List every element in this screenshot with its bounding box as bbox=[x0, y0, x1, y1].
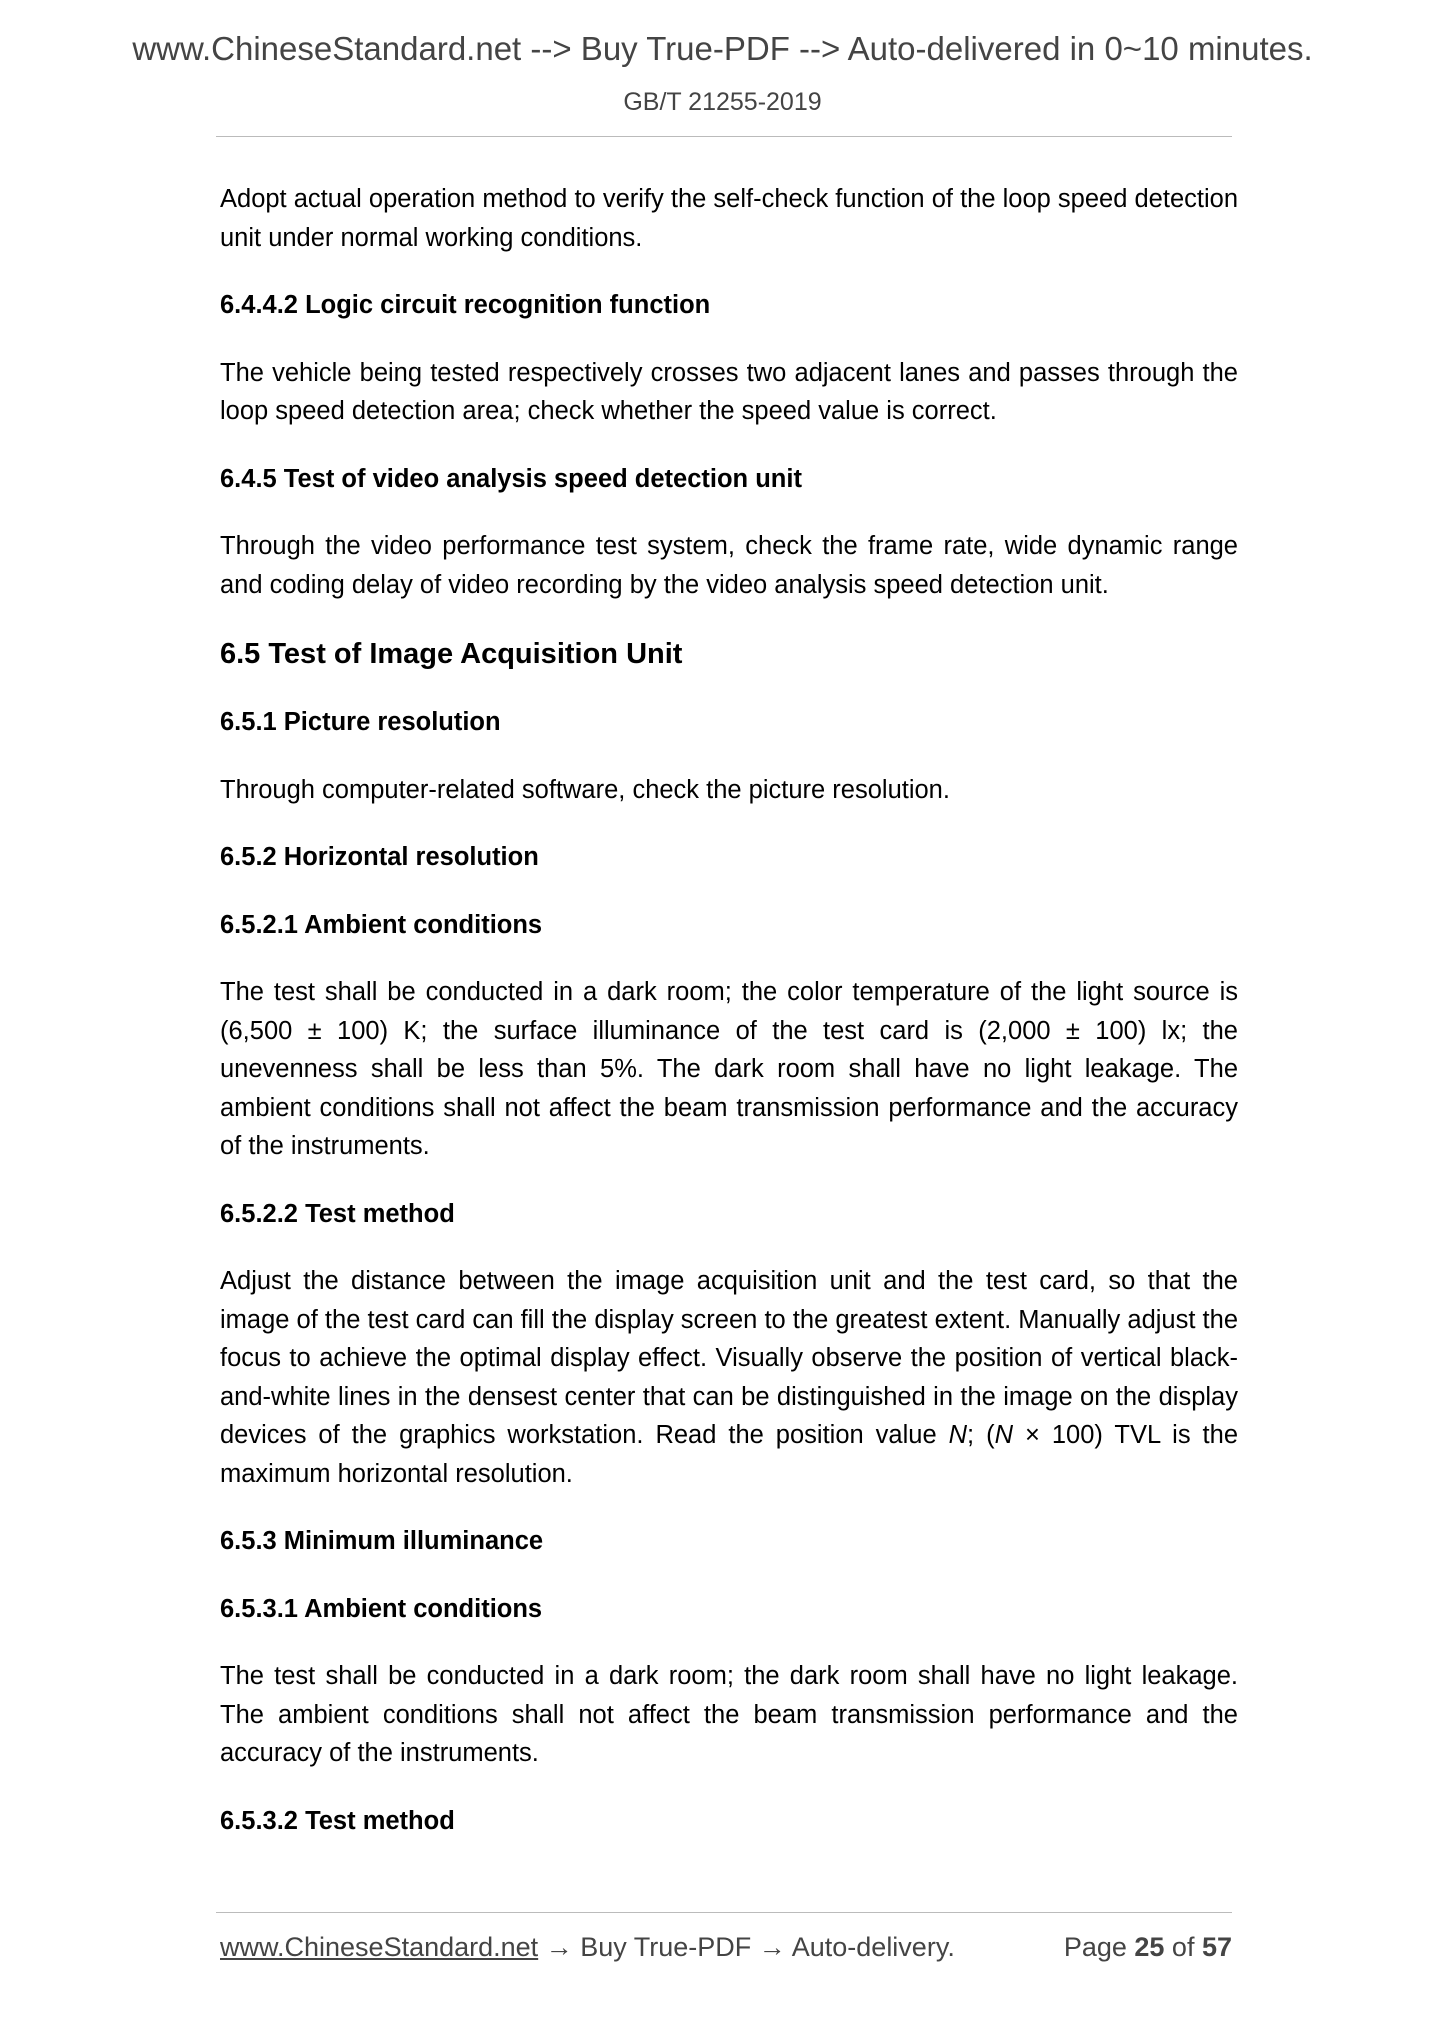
paragraph-self-check: Adopt actual operation method to verify the self-check function of the loop speed detection unit under normal working conditions. bbox=[220, 185, 1238, 252]
paragraph-logic-circuit: The vehicle being tested respectively crosses two adjacent lanes and passes through the loop speed detection area; check whether the speed value is correct. bbox=[220, 358, 1238, 425]
page-total: 57 bbox=[1201, 1932, 1232, 1962]
heading-6-5-2-1: 6.5.2.1 Ambient conditions bbox=[220, 910, 543, 939]
page-number: 25 bbox=[1134, 1932, 1165, 1962]
header-banner: www.ChineseStandard.net --> Buy True-PDF --> Auto-delivered in 0~10 minutes. bbox=[132, 30, 1313, 67]
heading-6-5-1: 6.5.1 Picture resolution bbox=[220, 708, 501, 736]
paragraph-text: ; ( bbox=[967, 1421, 995, 1449]
paragraph-test-method-horizontal bbox=[220, 1262, 1238, 1493]
heading-6-5: 6.5 Test of Image Acquisition Unit bbox=[220, 638, 683, 670]
footer-left bbox=[220, 1932, 955, 1962]
paragraph-text: Adjust the distance between the image acquisition unit and the test card, so that the image of the test card can fill the display screen to the greatest extent. Manually adjust the focus to achieve the optimal display effect. Visually observe the position of vertical black-and-white lines in the densest center that can be distinguished in the image on the display devices of the graphics workstation. Read the position value bbox=[220, 1267, 1238, 1449]
header-divider bbox=[216, 136, 1232, 137]
page-label: Page bbox=[1063, 1932, 1135, 1962]
heading-6-4-5: 6.4.5 Test of video analysis speed detection unit bbox=[220, 464, 802, 493]
standard-number: GB/T 21255-2019 bbox=[623, 88, 822, 116]
heading-6-5-2-2: 6.5.2.2 Test method bbox=[220, 1199, 455, 1228]
of-label: of bbox=[1164, 1932, 1202, 1962]
paragraph-text: × 100) TVL is the maximum horizontal resolution. bbox=[220, 1421, 1238, 1488]
symbol-n: N bbox=[948, 1421, 968, 1449]
heading-6-5-3: 6.5.3 Minimum illuminance bbox=[220, 1527, 544, 1555]
footer-site-link[interactable]: www.ChineseStandard.net bbox=[220, 1932, 539, 1962]
symbol-n: N bbox=[994, 1421, 1013, 1449]
paragraph-ambient-illuminance: The test shall be conducted in a dark room; the dark room shall have no light leakage. The ambient conditions shall not affect the beam transmission performance and the accuracy of the instruments. bbox=[220, 1662, 1238, 1767]
paragraph-video-analysis: Through the video performance test system, check the frame rate, wide dynamic range and coding delay of video recording by the video analysis speed detection unit. bbox=[220, 532, 1238, 599]
heading-6-5-3-1: 6.5.3.1 Ambient conditions bbox=[220, 1594, 543, 1623]
page-footer bbox=[220, 1932, 1232, 1963]
heading-6-5-3-2: 6.5.3.2 Test method bbox=[220, 1806, 455, 1835]
heading-6-4-4-2: 6.4.4.2 Logic circuit recognition function bbox=[220, 291, 711, 319]
footer-divider bbox=[216, 1912, 1232, 1913]
paragraph-picture-resolution: Through computer-related software, check the picture resolution. bbox=[220, 775, 950, 804]
page-content bbox=[220, 180, 1238, 1840]
page-counter bbox=[1064, 1932, 1232, 1963]
heading-6-5-2: 6.5.2 Horizontal resolution bbox=[220, 843, 539, 871]
footer-text: → Buy True-PDF → Auto-delivery. bbox=[538, 1932, 955, 1962]
paragraph-ambient-horizontal: The test shall be conducted in a dark room; the color temperature of the light source is (6,500 ± 100) K; the surface illuminance of the test card is (2,000 ± 100) lx; the unevenness shall be less than 5%. The dark room shall have no light leakage. The ambient conditions shall not affect the beam transmission performance and the accuracy of the instruments. bbox=[220, 978, 1238, 1160]
